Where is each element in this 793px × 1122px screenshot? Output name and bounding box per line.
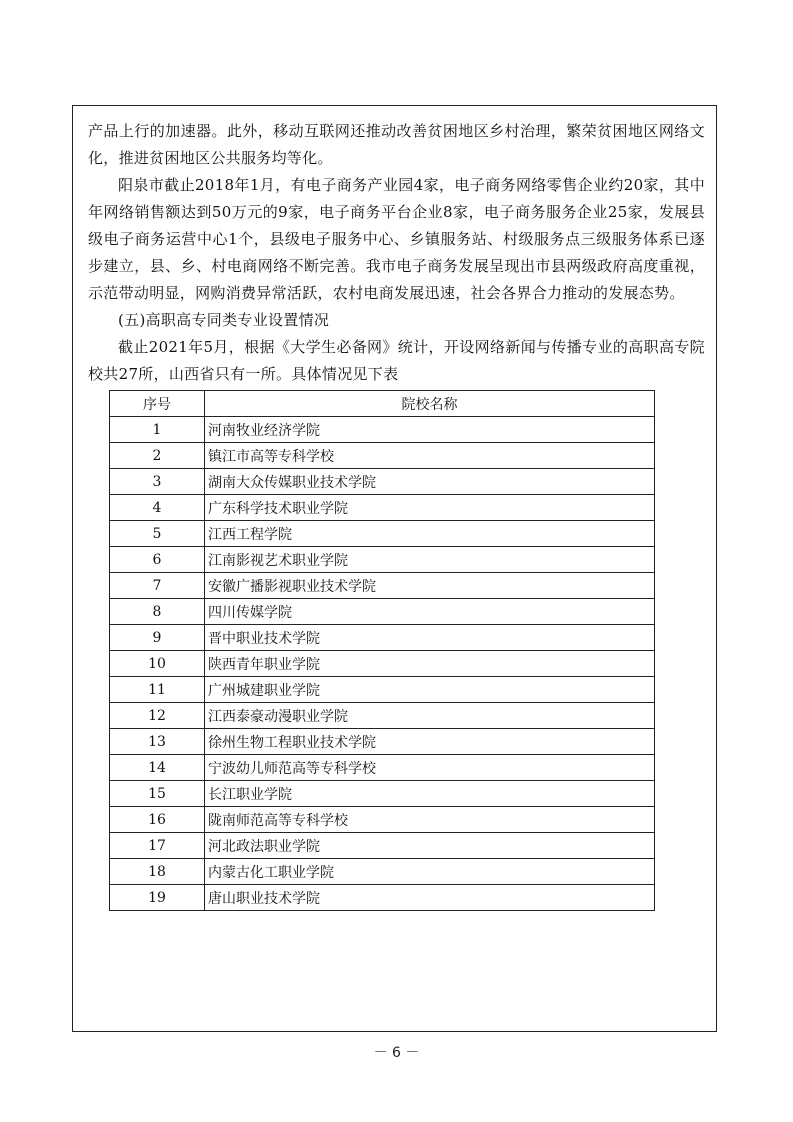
row-number: 7 xyxy=(110,573,205,599)
table-row xyxy=(110,599,655,625)
row-school-name: 长江职业学院 xyxy=(205,781,655,807)
table-row xyxy=(110,651,655,677)
page-content xyxy=(88,118,705,911)
row-school-name: 江西泰豪动漫职业学院 xyxy=(205,703,655,729)
row-number: 14 xyxy=(110,755,205,781)
row-school-name: 陕西青年职业学院 xyxy=(205,651,655,677)
row-number: 5 xyxy=(110,521,205,547)
paragraph-continuation: 产品上行的加速器。此外，移动互联网还推动改善贫困地区乡村治理，繁荣贫困地区网络文化，推进贫困地区公共服务均等化。 xyxy=(88,122,705,167)
row-school-name: 镇江市高等专科学校 xyxy=(205,443,655,469)
table-row xyxy=(110,469,655,495)
table-row xyxy=(110,703,655,729)
row-number: 15 xyxy=(110,781,205,807)
table-wrapper xyxy=(109,390,705,911)
table-row xyxy=(110,573,655,599)
section-heading: (五)高职高专同类专业设置情况 xyxy=(118,311,330,329)
row-school-name: 河南牧业经济学院 xyxy=(205,417,655,443)
row-number: 4 xyxy=(110,495,205,521)
table-row xyxy=(110,625,655,651)
row-number: 3 xyxy=(110,469,205,495)
row-school-name: 陇南师范高等专科学校 xyxy=(205,807,655,833)
row-number: 9 xyxy=(110,625,205,651)
row-number: 19 xyxy=(110,885,205,911)
row-school-name: 江西工程学院 xyxy=(205,521,655,547)
table-row xyxy=(110,521,655,547)
row-school-name: 江南影视艺术职业学院 xyxy=(205,547,655,573)
table-row xyxy=(110,859,655,885)
row-school-name: 安徽广播影视职业技术学院 xyxy=(205,573,655,599)
table-row xyxy=(110,495,655,521)
row-number: 12 xyxy=(110,703,205,729)
table-row xyxy=(110,833,655,859)
row-number: 1 xyxy=(110,417,205,443)
row-number: 6 xyxy=(110,547,205,573)
row-number: 10 xyxy=(110,651,205,677)
row-school-name: 宁波幼儿师范高等专科学校 xyxy=(205,755,655,781)
row-number: 18 xyxy=(110,859,205,885)
table-row xyxy=(110,781,655,807)
row-number: 8 xyxy=(110,599,205,625)
table-row xyxy=(110,885,655,911)
paragraph-intro: 截止2021年5月，根据《大学生必备网》统计，开设网络新闻与传播专业的高职高专院校共27所，山西省只有一所。具体情况见下表 xyxy=(88,338,705,383)
page-number: － 6 － xyxy=(373,1045,420,1061)
table-row xyxy=(110,677,655,703)
row-school-name: 内蒙古化工职业学院 xyxy=(205,859,655,885)
header-school-name: 院校名称 xyxy=(205,391,655,417)
table-row xyxy=(110,729,655,755)
row-number: 16 xyxy=(110,807,205,833)
row-school-name: 唐山职业技术学院 xyxy=(205,885,655,911)
row-school-name: 湖南大众传媒职业技术学院 xyxy=(205,469,655,495)
table-row xyxy=(110,807,655,833)
table-row xyxy=(110,755,655,781)
row-number: 13 xyxy=(110,729,205,755)
row-school-name: 晋中职业技术学院 xyxy=(205,625,655,651)
row-number: 2 xyxy=(110,443,205,469)
row-school-name: 河北政法职业学院 xyxy=(205,833,655,859)
table-row xyxy=(110,443,655,469)
table-body xyxy=(110,417,655,911)
table-header-row xyxy=(110,391,655,417)
paragraph-yangquan-ecommerce: 阳泉市截止2018年1月，有电子商务产业园4家，电子商务网络零售企业约20家，其中年网络销售额达到50万元的9家，电子商务平台企业8家，电子商务服务企业25家，发展县级电子商务运营中心1个，县级电子服务中心、乡镇服务站、村级服务点三级服务体系已逐步建立，县、乡、村电商网络不断完善。我市电子商务发展呈现出市县两级政府高度重视，示范带动明显，网购消费异常活跃，农村电商发展迅速，社会各界合力推动的发展态势。 xyxy=(88,176,705,302)
table-row xyxy=(110,547,655,573)
row-school-name: 徐州生物工程职业技术学院 xyxy=(205,729,655,755)
row-number: 11 xyxy=(110,677,205,703)
row-school-name: 广东科学技术职业学院 xyxy=(205,495,655,521)
row-school-name: 四川传媒学院 xyxy=(205,599,655,625)
row-number: 17 xyxy=(110,833,205,859)
row-school-name: 广州城建职业学院 xyxy=(205,677,655,703)
header-number: 序号 xyxy=(110,391,205,417)
table-row xyxy=(110,417,655,443)
schools-table xyxy=(109,390,655,911)
page-frame xyxy=(72,105,717,1032)
